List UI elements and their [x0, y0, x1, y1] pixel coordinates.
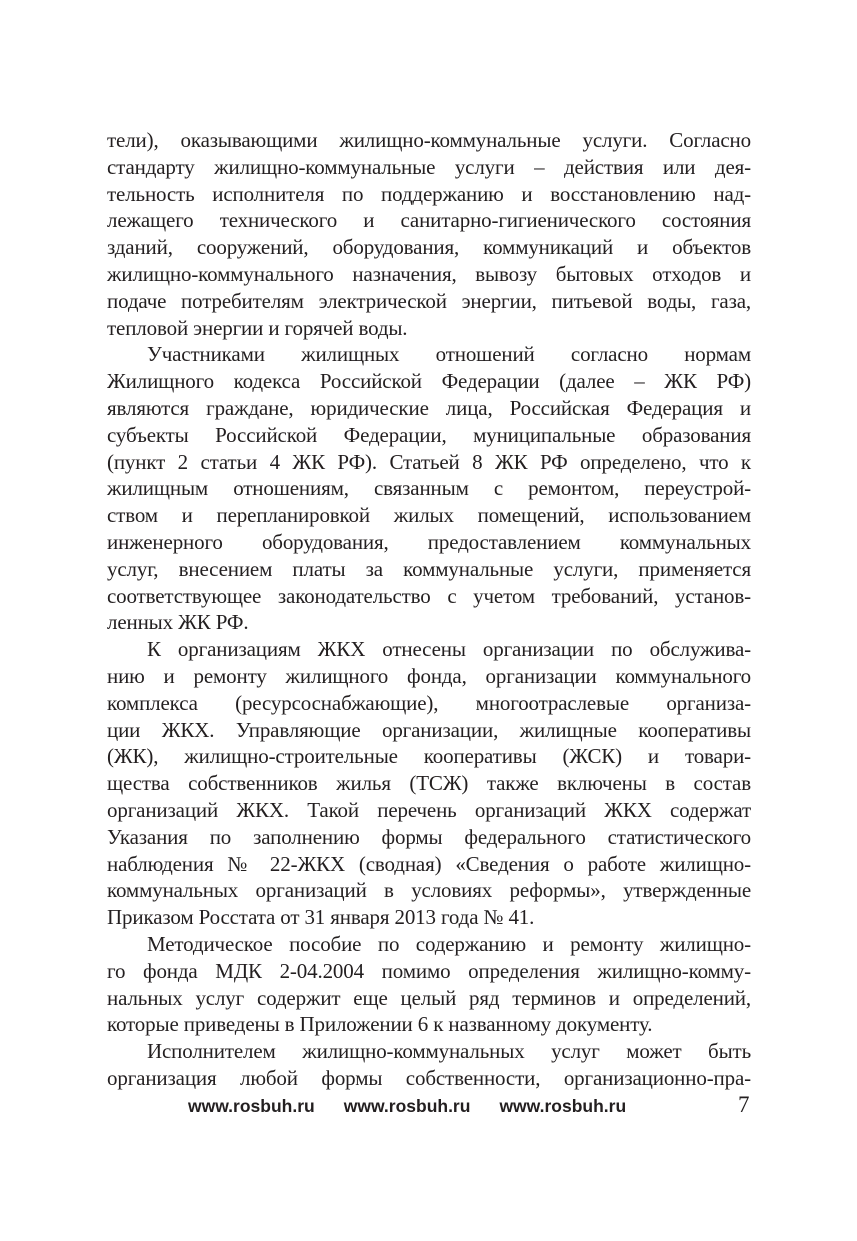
- text-line: соответствующее законодательство с учетом требований, установ-: [107, 583, 751, 608]
- text-line: нию и ремонту жилищного фонда, организации коммунального: [107, 663, 751, 688]
- text-line: ленных ЖК РФ.: [107, 610, 249, 635]
- text-line: организаций ЖКХ. Такой перечень организаций ЖКХ содержат: [107, 797, 751, 822]
- text-line: ством и перепланировкой жилых помещений, использованием: [107, 503, 751, 528]
- text-line: комплекса (ресурсоснабжающие), многоотраслевые организа-: [107, 690, 751, 715]
- text-line: наблюдения № 22-ЖКХ (сводная) «Сведения о работе жилищно-: [107, 851, 751, 876]
- text-line: подаче потребителям электрической энергии, питьевой воды, газа,: [107, 288, 751, 313]
- text-line: ции ЖКХ. Управляющие организации, жилищные кооперативы: [107, 717, 751, 742]
- text-line: Исполнителем жилищно-коммунальных услуг может быть: [147, 1039, 751, 1064]
- text-line: жилищным отношениям, связанным с ремонтом, переустрой-: [107, 476, 751, 501]
- text-line: организация любой формы собственности, организационно-пра-: [107, 1065, 751, 1090]
- text-line: го фонда МДК 2-04.2004 помимо определения жилищно-комму-: [107, 958, 751, 983]
- text-line: Указания по заполнению формы федерального статистического: [107, 824, 751, 849]
- footer-link[interactable]: www.rosbuh.ru: [188, 1096, 315, 1116]
- text-line: тепловой энергии и горячей воды.: [107, 315, 408, 340]
- text-line: коммунальных организаций в условиях реформы», утвержденные: [107, 878, 751, 903]
- text-line: Жилищного кодекса Российской Федерации (далее – ЖК РФ): [107, 369, 751, 394]
- text-line: Приказом Росстата от 31 января 2013 года № 41.: [107, 905, 535, 930]
- text-line: являются граждане, юридические лица, Российская Федерация и: [107, 395, 751, 420]
- text-line: инженерного оборудования, предоставлением коммунальных: [107, 529, 751, 554]
- footer-links: [188, 1092, 655, 1120]
- text-line: стандарту жилищно-коммунальные услуги – действия или дея-: [107, 154, 751, 179]
- page-body: [107, 127, 751, 1092]
- text-line: К организациям ЖКХ отнесены организации по обслужива-: [147, 637, 751, 662]
- text-line: субъекты Российской Федерации, муниципальные образования: [107, 422, 751, 447]
- text-line: жилищно-коммунального назначения, вывозу бытовых отходов и: [107, 261, 751, 286]
- text-line: тельность исполнителя по поддержанию и восстановлению над-: [107, 181, 751, 206]
- text-line: Участниками жилищных отношений согласно нормам: [147, 342, 751, 367]
- text-line: лежащего технического и санитарно-гигиенического состояния: [107, 208, 751, 233]
- text-line: Методическое пособие по содержанию и ремонту жилищно-: [147, 931, 751, 956]
- paragraph: [107, 341, 751, 636]
- paragraph: [107, 1038, 751, 1092]
- text-line: услуг, внесением платы за коммунальные услуги, применяется: [107, 556, 751, 581]
- text-line: которые приведены в Приложении 6 к названному документу.: [107, 1012, 653, 1037]
- text-line: (ЖК), жилищно-строительные кооперативы (ЖСК) и товари-: [107, 744, 751, 769]
- paragraph: [107, 636, 751, 931]
- paragraph: [107, 127, 751, 341]
- footer-link[interactable]: www.rosbuh.ru: [343, 1096, 471, 1116]
- paragraph: [107, 931, 751, 1038]
- text-line: щества собственников жилья (ТСЖ) также включены в состав: [107, 771, 751, 796]
- footer-link[interactable]: www.rosbuh.ru: [499, 1096, 627, 1116]
- text-line: нальных услуг содержит еще целый ряд терминов и определений,: [107, 985, 751, 1010]
- page-number: 7: [738, 1092, 750, 1117]
- text-line: зданий, сооружений, оборудования, коммуникаций и объектов: [107, 235, 751, 260]
- text-line: (пункт 2 статьи 4 ЖК РФ). Статьей 8 ЖК РФ определено, что к: [107, 449, 751, 474]
- text-line: тели), оказывающими жилищно-коммунальные услуги. Согласно: [107, 128, 751, 152]
- page-footer: [0, 1092, 857, 1120]
